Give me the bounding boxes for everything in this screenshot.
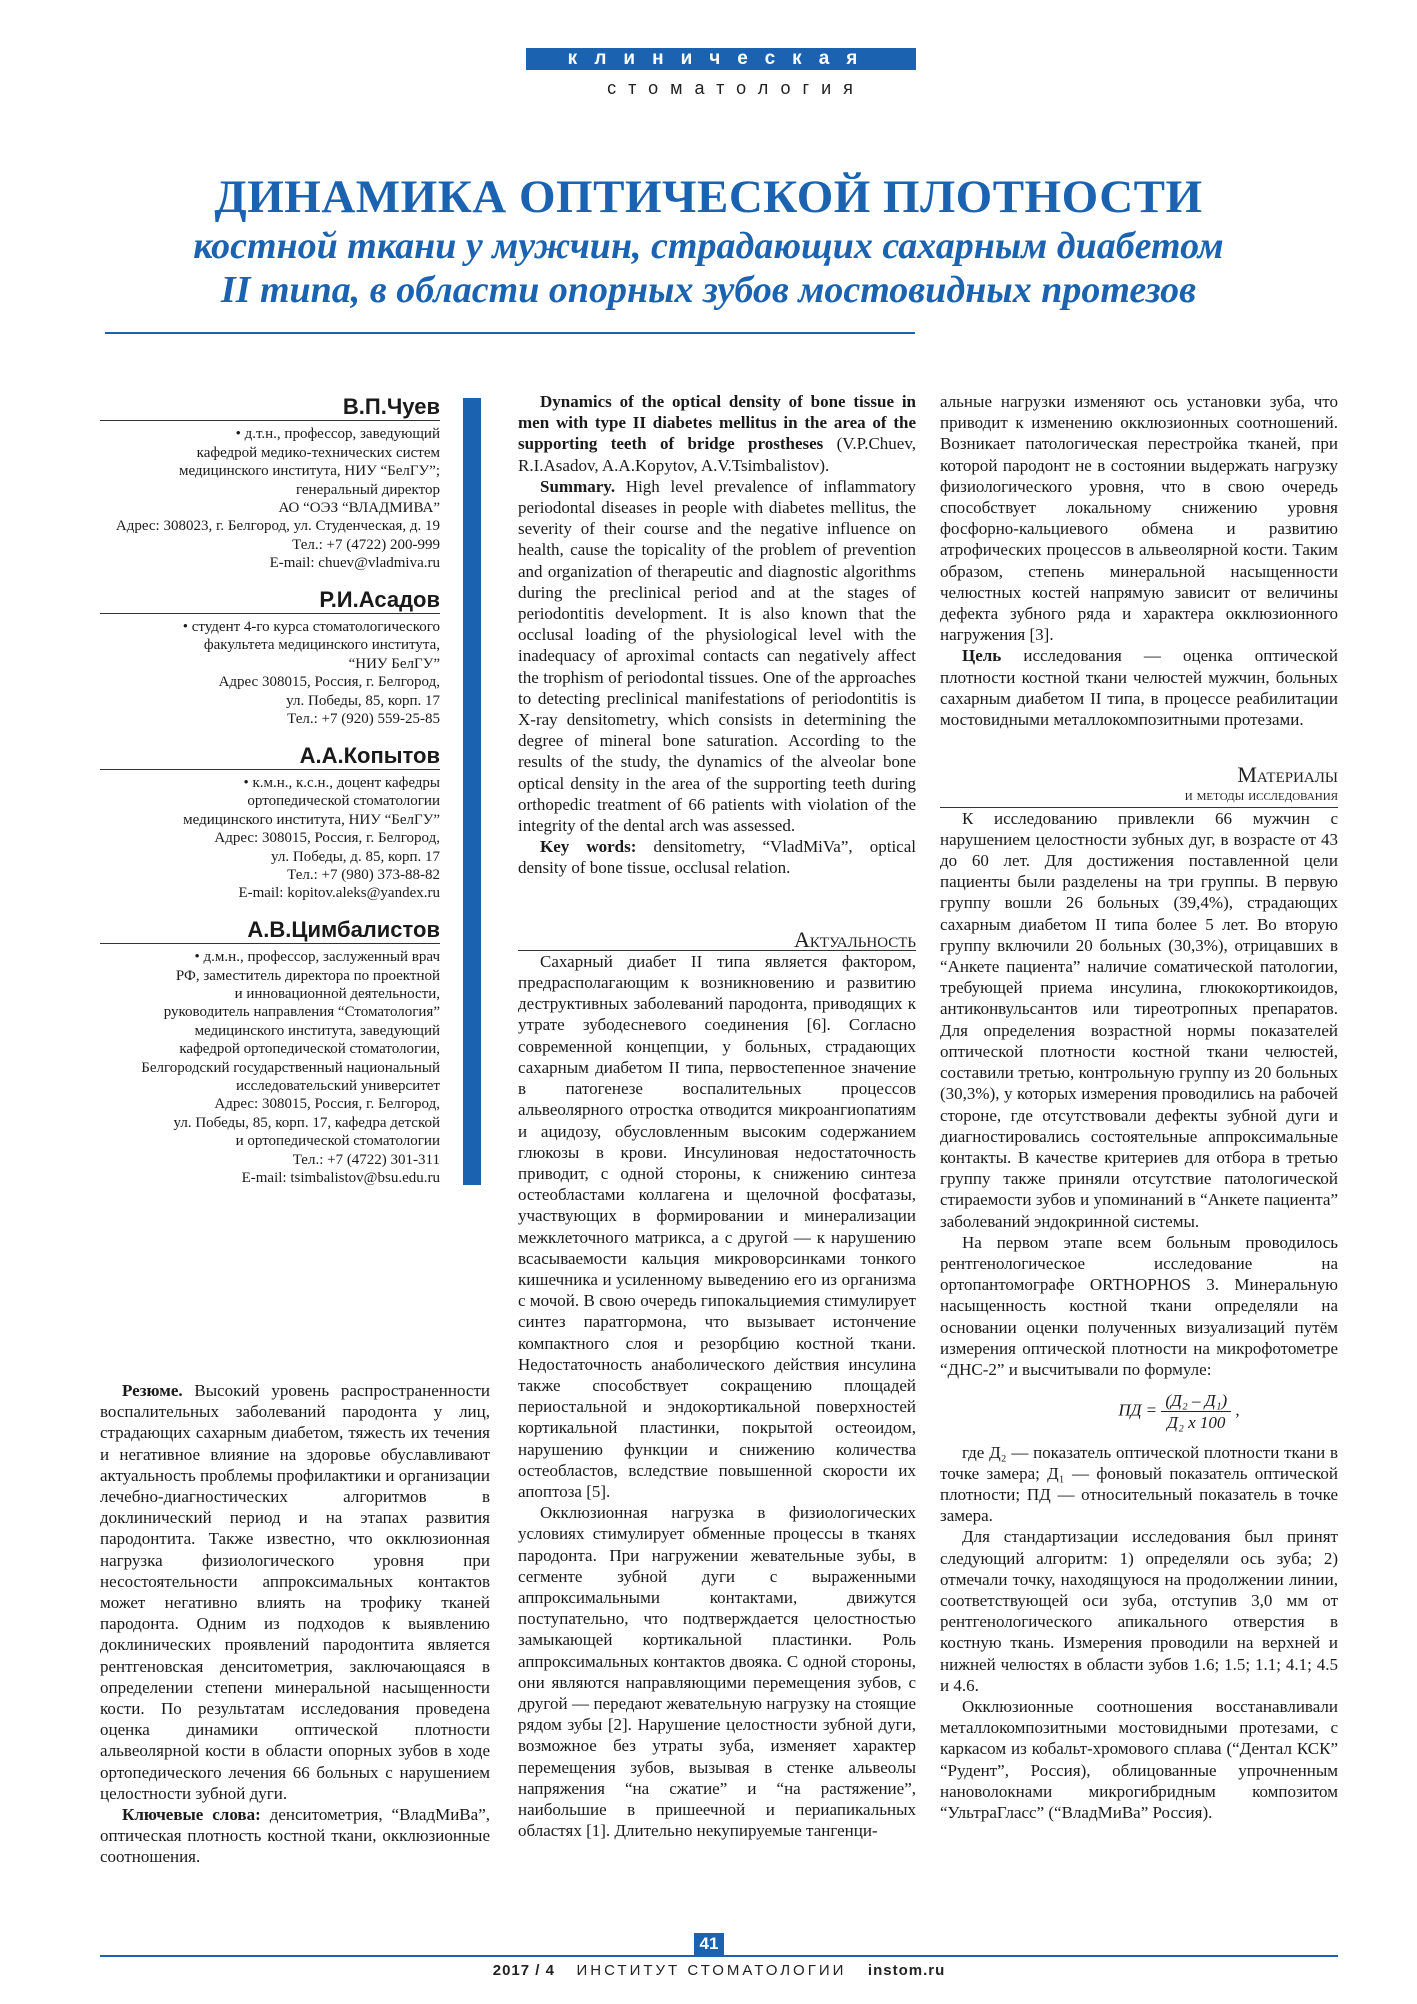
author-affiliation-line: Адрес 308015, Россия, г. Белгород, — [218, 674, 440, 691]
author-affiliation-line: генеральный директор — [295, 481, 440, 498]
footer-issue: 2017 / 4 — [492, 1962, 555, 1979]
relevance-paragraph-2: Окклюзионная нагрузка в физиологических условиях стимулирует обменные процессы в тканях пародонта. При нагружении жевательные зубы, в сегменте зубной дуги с выраженными аппроксимальными контактами, движутся поступательно, что подтверждается целостностью замыкающей кортикальной пластинки. Роль аппроксимальных контактов двояка. С одной стороны, они являются направляющими перемещения зубов, с другой — передают жевательную нагрузку на стоящие рядом зубы [2]. Нарушение целостности зубной дуги, возможное без утраты зуба, изменяет характер перемещения зубов, вызывая в стенке альвеолы напряжения “на сжатие” и “на растяжение”, наибольшие в пришеечной и периапикальных областях [1]. Длительно некупируемые тангенци- — [518, 1503, 916, 1841]
english-title-paragraph — [518, 391, 916, 476]
english-summary — [518, 476, 916, 836]
journal-name-bar: клиническая — [526, 48, 916, 70]
author-affiliation-line: • к.м.н., к.с.н., доцент кафедры — [243, 774, 440, 791]
author-name: А.В.Цимбалистов — [100, 915, 440, 944]
density-formula — [940, 1380, 1338, 1441]
author-affiliation-line: ул. Победы, 85, корп. 17, кафедра детской — [173, 1114, 440, 1131]
author-affiliation-line: медицинского института, НИУ “БелГУ”; — [178, 463, 440, 480]
footer-site: instom.ru — [867, 1962, 946, 1979]
right-column — [940, 391, 1338, 1823]
author-affiliation-line: • д.м.н., профессор, заслуженный врач — [194, 949, 440, 966]
title-divider — [105, 332, 915, 334]
author-affiliation-line: Тел.: +7 (4722) 200-999 — [292, 536, 440, 553]
author-affiliation-line: Адрес: 308023, г. Белгород, ул. Студенческая, д. 19 — [115, 518, 440, 535]
author-affiliation-line: E-mail: kopitov.aleks@yandex.ru — [238, 885, 440, 902]
author-affiliation-line: ул. Победы, 85, корп. 17 — [286, 692, 440, 709]
resume-paragraph — [100, 1380, 490, 1804]
relevance-paragraph-3: альные нагрузки изменяют ось установки зуба, что приводит к изменению окклюзионных соотношений. Возникает патологическая перестройка тканей, при которой пародонт не в состоянии выдержать нагрузку физиологического уровня, что в свою очередь способствует локальному снижению уровня фосфорно-кальциевого обмена и развитию атрофических процессов в альвеолярной кости. Таким образом, степень минеральной насыщенности челюстных костей напрямую зависит от величины дефекта зубного ряда и характера окклюзионного нагружения [3]. — [940, 392, 1338, 645]
author-affiliation-line: медицинского института, НИУ “БелГУ” — [183, 811, 440, 828]
author-block — [100, 392, 440, 573]
decorative-accent-bar — [463, 398, 481, 1185]
resume-text: Высокий уровень распространенности воспалительных заболеваний пародонта у лиц, страдающих сахарным диабетом, тяжесть их течения и негативное влияние на здоровье обуславливают актуальность проблемы профилактики и организации лечебно-диагностических алгоритмов в доклинический период и на этапах развития пародонтита. Также известно, что окклюзионная нагрузка физиологического уровня при несостоятельности аппроксимальных контактов может негативно влиять на трофику тканей пародонта. Одним из подходов к выявлению доклинических проявлений пародонтита является рентгеновская денситометрия, заключающаяся в определении степени минеральной насыщенности кости. По результатам исследования проведена оценка динамики оптической плотности альвеолярной кости в области опорных зубов в ходе ортопедического лечения 66 больных с нарушением целостности зубной дуги. — [100, 1381, 490, 1803]
section-heading-relevance: Актуальность — [518, 929, 916, 951]
summary-label: Summary. — [540, 476, 616, 496]
author-affiliation-line: Тел.: +7 (980) 373-88-82 — [287, 866, 440, 883]
english-keywords-label: Key words: — [540, 837, 637, 857]
english-keywords-text: densitometry, “VladMiVa”, optical density of bone tissue, occlusal relation. — [518, 837, 916, 878]
author-affiliation-line: Белгородский государственный национальный — [141, 1059, 440, 1076]
article-subtitle-line1: костной ткани у мужчин, страдающих сахарным диабетом — [193, 225, 1224, 267]
methods-paragraph-4: Для стандартизации исследования был принят следующий алгоритм: 1) определяли ось зуба; 2) отмечали точку, находящуюся на продолжении линии, соответствующей оси зуба, отступив 3,0 мм от рентгенологического апикального отверстия в костную ткань. Измерения проводили на верхней и нижней челюстях в области зубов 1.6; 1.5; 1.1; 4.1; 4.5 и 4.6. — [940, 1527, 1338, 1695]
author-affiliation-line: АО “ОЭЗ “ВЛАДМИВА” — [278, 500, 440, 517]
author-affiliation-line: Адрес: 308015, Россия, г. Белгород, — [214, 830, 440, 847]
formula-lhs: ПД = — [1118, 1400, 1158, 1420]
author-block — [100, 585, 440, 729]
author-affiliation-line: исследовательский университет — [235, 1078, 440, 1094]
methods-paragraph-3: где Д₂ — показатель оптической плотности ткани в точке замера; Д₁ — фоновый показатель оптической плотности; ПД — относительный показатель в точке замера. — [940, 1442, 1338, 1526]
keywords-label: Ключевые слова: — [122, 1805, 261, 1825]
author-affiliation-line: и ортопедической стоматологии — [235, 1133, 440, 1150]
author-affiliation-line: E-mail: tsimbalistov@bsu.edu.ru — [241, 1170, 440, 1187]
author-name: Р.И.Асадов — [100, 585, 440, 614]
keywords-paragraph — [100, 1804, 490, 1868]
author-name: В.П.Чуев — [100, 392, 440, 421]
author-affiliation-line: • студент 4-го курса стоматологического — [182, 619, 440, 636]
formula-denominator: Д₂ х 100 — [1167, 1413, 1226, 1433]
page-number: 41 — [694, 1933, 724, 1955]
formula-tail: , — [1235, 1400, 1240, 1420]
footer-divider — [100, 1955, 1338, 1957]
relevance-paragraph-1: Сахарный диабет II типа является фактором, предрасполагающим к возникновению и развитию деструктивных заболеваний пародонта, приводящих к утрате зубодесневого соединения [6]. Согласно современной концепции, у больных, страдающих сахарным диабетом II типа, первостепенное значение в патогенезе воспалительных процессов альвеолярного отростка отводится микроангиопатиям и ацидозу, обусловленным высоким содержанием глюкозы в крови. Инсулиновая недостаточность приводит, с одной стороны, к снижению синтеза остеобластами коллагена и щелочной фосфатазы, участвующих в формировании и минерализации межклеточного матрикса, а с другой — к нарушению всасываемости кальция микроворсинками тонкого кишечника и усиленному выведению его из организма с мочой. В свою очередь гипокальциемия стимулирует синтез паратгормона, что вызывает истончение компактного слоя и резорбцию костной ткани. Недостаточность анаболического действия инсулина также способствует сокращению площадей периостальной и эндокортикальной поверхностей кортикальной пластинки, покрытой остеоидом, нарушению функции и снижению количества остеобластов, вследствие повышенной скорости их апоптоза [5]. — [518, 951, 916, 1501]
author-affiliation-line: • д.т.н., профессор, заведующий — [235, 426, 440, 443]
journal-subtitle: стоматология — [607, 78, 865, 98]
author-affiliation-line: Тел.: +7 (4722) 301-311 — [292, 1151, 440, 1168]
author-affiliation-line: “НИУ БелГУ” — [348, 655, 440, 672]
section-heading-methods: и методы исследования — [940, 785, 1338, 807]
author-affiliation-line: ул. Победы, д. 85, корп. 17 — [271, 848, 440, 865]
english-authors: (V.P.Chuev, R.I.Asadov, A.A.Kopytov, A.V.Tsimbalistov). — [518, 434, 916, 475]
summary-text: High level prevalence of inflammatory periodontal diseases in people with diabetes mellitus, the severity of their course and the negative influence on health, cause the topicality of the problem of prevention and organization of therapeutic and diagnostic algorithms during the preclinical period and at the stages of periodontitis development. It is also known that the occlusal loading of the physiological level with the inadequacy of aproximal contacts can negatively affect the trophism of periodontal tissues. One of the approaches to detecting preclinical manifestations of periodontitis is X-ray densitometry, which consists in determining the degree of mineral bone saturation. According to the results of the study, the dynamics of the alveolar bone optical density in the area of the supporting teeth during orthopedic treatment of 66 patients with violation of the integrity of the dental arch was assessed. — [518, 476, 916, 836]
author-affiliation-line: факультета медицинского института, — [203, 637, 440, 654]
author-affiliation-line: кафедрой медико-технических систем — [196, 444, 440, 461]
formula-numerator: (Д₂ – Д₁) — [1161, 1390, 1231, 1412]
article-title: ДИНАМИКА ОПТИЧЕСКОЙ ПЛОТНОСТИ — [214, 171, 1203, 223]
author-affiliation-line: E-mail: chuev@vladmiva.ru — [269, 555, 440, 572]
authors-column — [100, 392, 440, 1199]
english-keywords — [518, 836, 916, 878]
article-subtitle-line2: II типа, в области опорных зубов мостовидных протезов — [220, 269, 1197, 311]
author-affiliation-line: медицинского института, заведующий — [194, 1022, 440, 1039]
author-block — [100, 741, 440, 903]
aim-text: исследования — оценка оптической плотности костной ткани челюстей мужчин, больных сахарным диабетом II типа, в процессе реабилитации мостовидными металлокомпозитными протезами. — [940, 646, 1338, 730]
footer-journal: ИНСТИТУТ СТОМАТОЛОГИИ — [576, 1962, 847, 1979]
english-title: Dynamics of the optical density of bone tissue in men with type II diabetes mellitus in the area of the supporting teeth of bridge prostheses — [518, 392, 916, 454]
author-affiliation-line: Адрес: 308015, Россия, г. Белгород, — [214, 1096, 440, 1113]
author-affiliation-line: и инновационной деятельности, — [234, 985, 440, 1002]
formula-fraction — [1161, 1390, 1231, 1433]
aim-label: Цель — [962, 646, 1002, 666]
methods-paragraph-2: На первом этапе всем больным проводилось рентгенологическое исследование на ортопантомографе ORTHOPHOS 3. Минеральную насыщенность костной ткани определяли на основании оценки полученных визуализаций путём измерения оптической плотности на микрофотометре “ДНС-2” и высчитывали по формуле: — [940, 1232, 1338, 1379]
author-affiliation-line: кафедрой ортопедической стоматологии, — [179, 1041, 440, 1058]
middle-column — [518, 391, 916, 1841]
section-heading-materials: Материалы — [1237, 762, 1338, 788]
resume-block — [100, 1380, 490, 1868]
author-affiliation-line: руководитель направления “Стоматология” — [163, 1004, 440, 1021]
resume-label: Резюме. — [122, 1381, 183, 1400]
aim-paragraph — [940, 645, 1338, 730]
author-affiliation-line: РФ, заместитель директора по проектной — [175, 967, 440, 984]
author-affiliation-line: ортопедической стоматологии — [247, 793, 440, 810]
author-affiliation-line: Тел.: +7 (920) 559-25-85 — [287, 711, 440, 728]
keywords-text: денситометрия, “ВладМиВа”, оптическая плотность костной ткани, окклюзионные соотношения. — [100, 1805, 490, 1867]
author-name: А.А.Копытов — [100, 741, 440, 770]
footer — [100, 1962, 1338, 1979]
author-block — [100, 915, 440, 1188]
methods-paragraph-5: Окклюзионные соотношения восстанавливали металлокомпозитными мостовидными протезами, с каркасом из кобальт-хромового сплава (“Дентал КСК” “Рудент”, Россия), облицованные упрочненным нановолокнами микрогибридным композитом “УльтраГласс” (“ВладМиВа” Россия). — [940, 1696, 1338, 1822]
methods-paragraph-1: К исследованию привлекли 66 мужчин с нарушением целостности зубных дуг, в возрасте от 43 до 60 лет. Для достижения поставленной цели пациенты были разделены на три группы. В первую группу вошли 26 больных (39,4%), страдающих сахарным диабетом II типа более 5 лет. Во вторую группу включили 20 больных (30,3%), отрицавших в “Анкете пациента” наличие соматической патологии, требующей приема инсулина, глюкокортикоидов, антиконвульсантов или тиреотропных препаратов. Для определения возрастной нормы показателей оптической плотности костной ткани челюстей, составили третью, контрольную группу из 20 больных (30,3%), у которых измерения проводились на рабочей стороне, где отсутствовали дефекты зубной дуги и диагностировались состоятельные аппроксимальные контакты. В качестве критериев для отбора в третью группу также приняли отсутствие патологической стираемости зубов и упоминаний в “Анкете пациента” заболеваний эндокринной системы. — [940, 808, 1338, 1231]
